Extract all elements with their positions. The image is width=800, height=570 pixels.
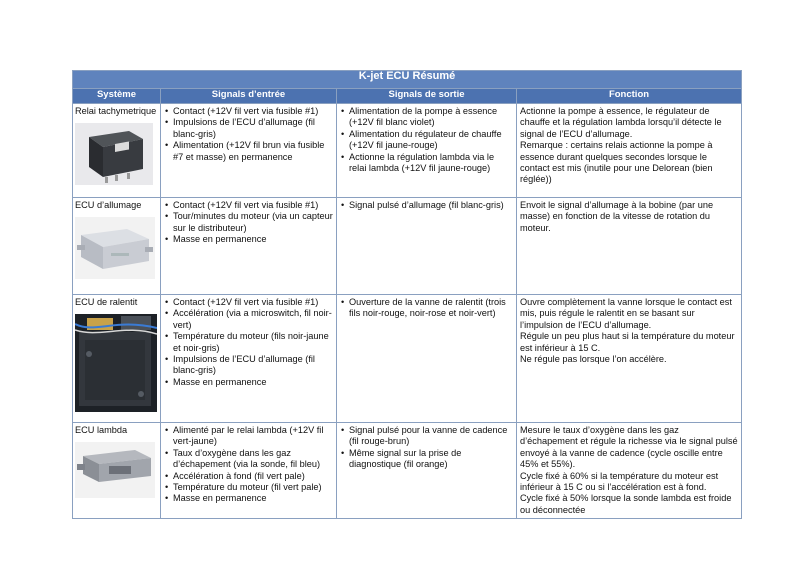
function-cell — [517, 423, 742, 519]
output-item: • Alimentation du régulateur de chauffe (+12V fil jaune-rouge) — [349, 129, 513, 152]
outputs-cell — [337, 423, 517, 519]
function-text: Ne régule pas lorsque l’on accélère. — [520, 354, 667, 365]
input-item: • Tour/minutes du moteur (via un capteur sur le distributeur) — [173, 211, 333, 234]
input-item: • Impulsions de l’ECU d’allumage (fil blanc-gris) — [173, 354, 333, 377]
idle-ecu-photo — [75, 314, 157, 412]
table-title: K-jet ECU Résumé — [73, 71, 742, 89]
outputs-cell — [337, 198, 517, 295]
function-cell — [517, 104, 742, 198]
inputs-cell — [161, 423, 337, 519]
table-row — [73, 104, 742, 198]
input-item: • Taux d’oxygène dans les gaz d’échapement (via la sonde, fil bleu) — [173, 448, 333, 471]
inputs-cell — [161, 104, 337, 198]
input-item: • Contact (+12V fil vert via fusible #1) — [173, 200, 333, 211]
table-row — [73, 295, 742, 423]
system-name: ECU de ralentit — [75, 297, 138, 307]
table-row — [73, 198, 742, 295]
function-text: Remarque : certains relais actionne la pompe à essence durant quelques secondes lorsque le contact est mis (inutile pour une Delorean (bien réglée)) — [520, 140, 713, 185]
ecu-summary-table — [72, 70, 742, 519]
output-item: • Signal pulsé d’allumage (fil blanc-gris) — [349, 200, 513, 211]
output-item: • Signal pulsé pour la vanne de cadence (fil rouge-brun) — [349, 425, 513, 448]
output-item: • Même signal sur la prise de diagnostique (fil orange) — [349, 448, 513, 471]
input-item: • Contact (+12V fil vert via fusible #1) — [173, 297, 333, 308]
input-item: • Alimentation (+12V fil brun via fusible #7 et masse) en permanence — [173, 140, 333, 163]
column-header-inputs: Signals d’entrée — [161, 89, 337, 104]
system-name: Relai tachymetrique — [75, 106, 157, 116]
system-name: ECU lambda — [75, 425, 128, 435]
input-item: • Masse en permanence — [173, 493, 333, 504]
output-item: • Ouverture de la vanne de ralentit (trois fils noir-rouge, noir-rose et noir-vert) — [349, 297, 513, 320]
column-header-systeme: Système — [73, 89, 161, 104]
column-header-outputs: Signals de sortie — [337, 89, 517, 104]
input-item: • Alimenté par le relai lambda (+12V fil vert-jaune) — [173, 425, 333, 448]
inputs-cell — [161, 198, 337, 295]
function-cell — [517, 295, 742, 423]
input-item: • Accélération (via a microswitch, fil noir-vert) — [173, 308, 333, 331]
input-item: • Accélération à fond (fil vert pale) — [173, 471, 333, 482]
ignition-ecu-photo — [75, 217, 155, 279]
inputs-cell — [161, 295, 337, 423]
input-item: • Masse en permanence — [173, 234, 333, 245]
table-title-row — [73, 71, 742, 89]
relay-photo — [75, 123, 153, 185]
table-row — [73, 423, 742, 519]
input-item: • Température du moteur (fil vert pale) — [173, 482, 333, 493]
output-item: • Alimentation de la pompe à essence (+12V fil blanc violet) — [349, 106, 513, 129]
function-text: Ouvre complètement la vanne lorsque le contact est mis, puis régule le ralentit en se basant sur l’impulsion de l’ECU d’allumage. — [520, 297, 732, 330]
system-cell — [73, 295, 161, 423]
outputs-cell — [337, 104, 517, 198]
function-text: Envoit le signal d’allumage à la bobine (par une masse) en fonction de la vitesse de rotation du moteur. — [520, 200, 714, 233]
function-text: Cycle fixé à 60% si la température du moteur est inférieur à 15 C ou si l’accélération est à fond. — [520, 470, 719, 493]
system-cell — [73, 423, 161, 519]
outputs-cell — [337, 295, 517, 423]
lambda-ecu-photo — [75, 442, 155, 498]
output-item: • Actionne la régulation lambda via le relai lambda (+12V fil jaune-rouge) — [349, 152, 513, 175]
function-text: Régule un peu plus haut si la température du moteur est inférieur à 15 C. — [520, 331, 735, 353]
input-item: • Impulsions de l’ECU d’allumage (fil blanc-gris) — [173, 117, 333, 140]
column-header-fonction: Fonction — [517, 89, 742, 104]
function-text: Mesure le taux d’oxygène dans les gaz d’échapement et régule la richesse via le signal pulsé envoyé à la vanne de cadence (cycle oscille entre 45% et 55%). — [520, 425, 738, 470]
function-text: Actionne la pompe à essence, le régulateur de chauffe et la régulation lambda lorsqu’il détecte le signal de l’ECU d’allumage. — [520, 106, 722, 139]
system-cell — [73, 104, 161, 198]
system-name: ECU d’allumage — [75, 200, 142, 210]
function-text: Cycle fixé à 50% lorsque la sonde lambda est froide ou déconnectée — [520, 493, 732, 515]
function-cell — [517, 198, 742, 295]
input-item: • Température du moteur (fils noir-jaune et noir-gris) — [173, 331, 333, 354]
table-header-row — [73, 89, 742, 104]
input-item: • Contact (+12V fil vert via fusible #1) — [173, 106, 333, 117]
input-item: • Masse en permanence — [173, 377, 333, 388]
system-cell — [73, 198, 161, 295]
